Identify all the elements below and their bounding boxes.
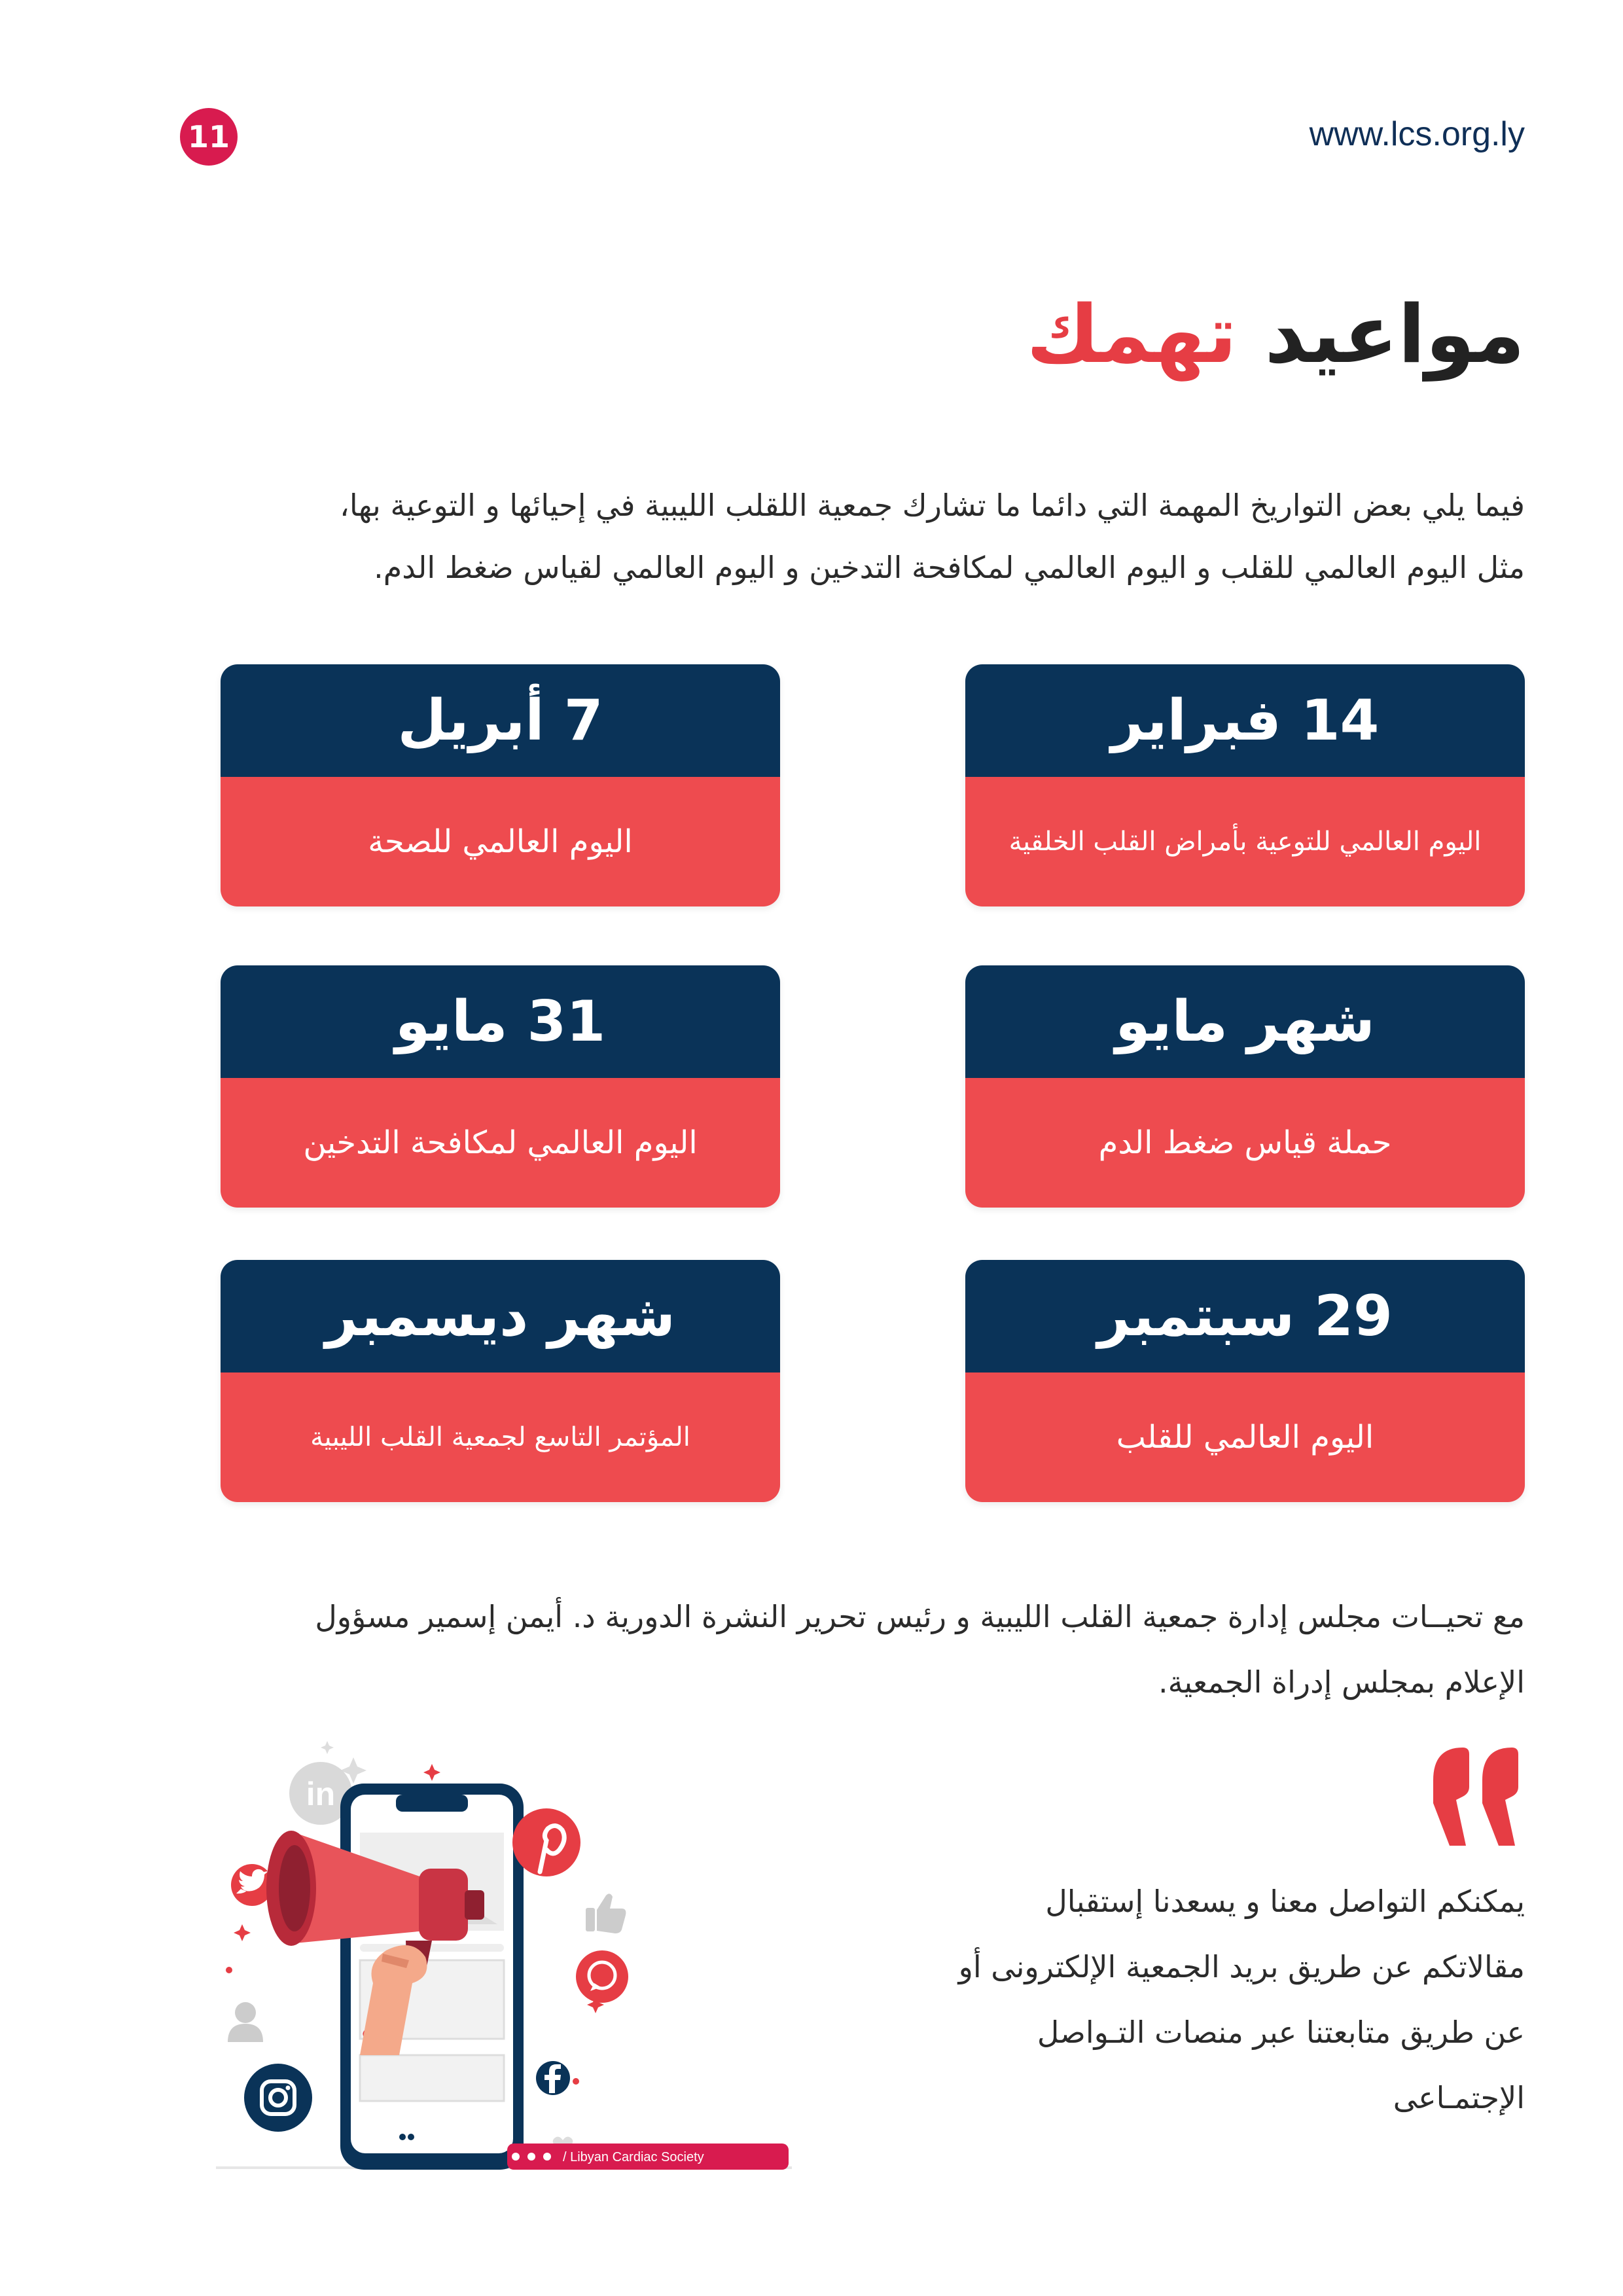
quote-icon bbox=[1427, 1741, 1525, 1852]
smartphone bbox=[340, 1784, 524, 2170]
contact-line: عن طريق متابعتنا عبر منصات التـواصل bbox=[1037, 2015, 1525, 2050]
event-name: اليوم العالمي لمكافحة التدخين bbox=[221, 1078, 780, 1208]
event-name: اليوم العالمي للتوعية بأمراض القلب الخلقية bbox=[965, 777, 1525, 906]
social-media-illustration bbox=[209, 1734, 798, 2186]
event-card bbox=[221, 664, 780, 906]
pinterest-icon bbox=[512, 1808, 580, 1876]
event-card bbox=[965, 965, 1525, 1208]
event-date: 31 مايو bbox=[221, 965, 780, 1078]
social-footer-bar bbox=[507, 2144, 789, 2170]
thumbs-up-icon bbox=[586, 1893, 626, 1933]
social-footer-label: / Libyan Cardiac Society bbox=[563, 2150, 704, 2164]
event-name: حملة قياس ضغط الدم bbox=[965, 1078, 1525, 1208]
title-part-2-accent: تهمك bbox=[1026, 288, 1238, 381]
event-date: 29 سبتمبر bbox=[965, 1260, 1525, 1372]
contact-paragraph bbox=[897, 1869, 1525, 2130]
facebook-icon bbox=[536, 2061, 570, 2095]
event-date: 7 أبريل bbox=[221, 664, 780, 777]
event-card bbox=[965, 664, 1525, 906]
event-card bbox=[221, 965, 780, 1208]
thanks-line: الإعلام بمجلس إدراة الجمعية. bbox=[1158, 1664, 1525, 1700]
event-date: 14 فبراير bbox=[965, 664, 1525, 777]
event-card bbox=[221, 1260, 780, 1502]
contact-line: الإجتمـاعى bbox=[1393, 2080, 1525, 2115]
contact-line: مقالاتكم عن طريق بريد الجمعية الإلكترونى أو bbox=[958, 1949, 1525, 1984]
whatsapp-icon bbox=[576, 1950, 628, 2003]
event-name: اليوم العالمي للقلب bbox=[965, 1372, 1525, 1502]
event-name: اليوم العالمي للصحة bbox=[221, 777, 780, 906]
event-card bbox=[965, 1260, 1525, 1502]
instagram-icon bbox=[244, 2064, 312, 2132]
svg-text:in: in bbox=[306, 1776, 336, 1812]
page-title bbox=[1026, 288, 1525, 381]
thanks-line: مع تحيــات مجلس إدارة جمعية القلب الليبية و رئيس تحرير النشرة الدورية د. أيمن إسمير مسؤول bbox=[315, 1599, 1525, 1634]
intro-paragraph bbox=[85, 475, 1525, 599]
event-date: شهر مايو bbox=[965, 965, 1525, 1078]
user-icon bbox=[228, 2002, 263, 2042]
contact-line: يمكنكم التواصل معنا و يسعدنا إستقبال bbox=[1045, 1884, 1525, 1919]
page-number-badge: 11 bbox=[180, 108, 238, 166]
intro-line: مثل اليوم العالمي للقلب و اليوم العالمي لمكافحة التدخين و اليوم العالمي لقياس ضغط الدم. bbox=[374, 550, 1525, 585]
intro-line: فيما يلي بعض التواريخ المهمة التي دائما ما تشارك جمعية اللقلب الليبية في إحيائها و التوعية بها، bbox=[339, 488, 1525, 523]
event-date: شهر ديسمبر bbox=[221, 1260, 780, 1372]
title-part-1: مواعيد bbox=[1264, 288, 1525, 381]
thanks-paragraph bbox=[85, 1584, 1525, 1715]
event-name: المؤتمر التاسع لجمعية القلب الليبية bbox=[221, 1372, 780, 1502]
website-url[interactable]: www.lcs.org.ly bbox=[1309, 115, 1525, 153]
